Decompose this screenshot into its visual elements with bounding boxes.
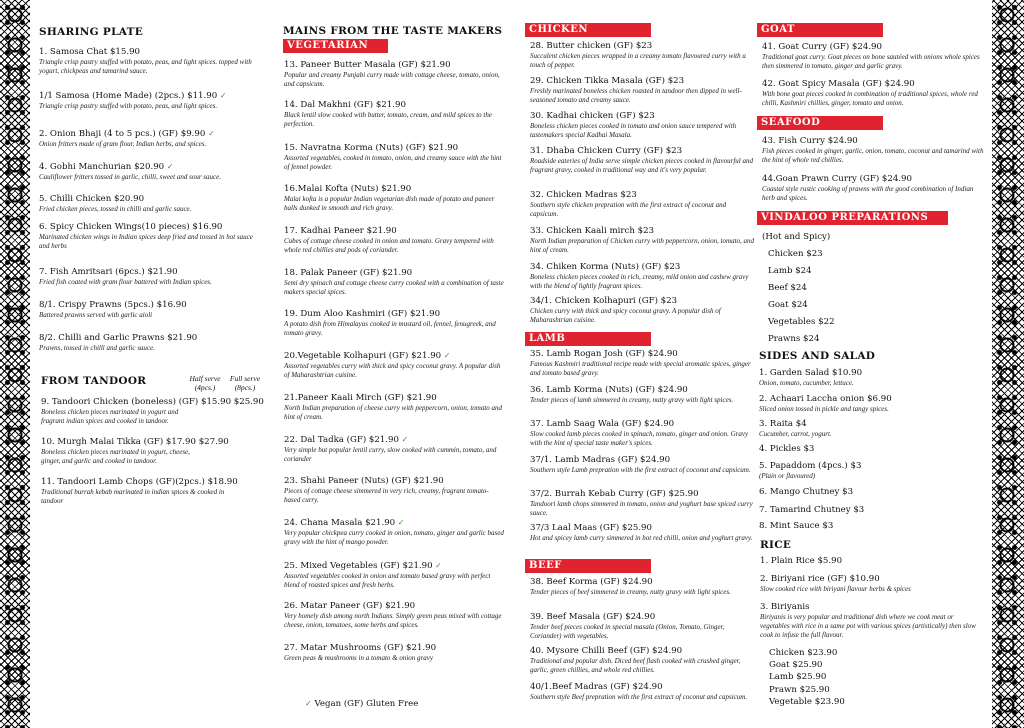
item-name: 30. Kadhai chicken (GF) $23 [530,111,655,121]
menu-item [284,143,504,172]
menu-item: 7. Fish Amritsari (6pcs.) $21.90 Fried fish coated with gram flour battered with Indian spices. [39,267,212,286]
item-description: Tender pieces of beef simmered in creamy, nutty gravy with light spices. [530,588,731,596]
item-name: 43. Fish Curry $24.90 [762,136,858,146]
item-name: 17. Kadhai Paneer $21.90 [284,226,397,236]
item-name: 19. Dum Aloo Kashmiri (GF) $21.90 [284,309,441,319]
left-mandala-border [0,0,30,728]
full-serve-label: Full serve (8pcs.) [229,374,261,392]
vindaloo-banner: VINDALOO PREPARATIONS [757,211,948,225]
menu-item [284,517,504,547]
item-name: 20.Vegetable Kolhapuri (GF) $21.90 [284,351,442,361]
menu-item [284,350,504,380]
item-description: Boneless chicken pieces cooked in tomato and onion sauce tempered with tastemakers special Kadhai Masala. [530,122,737,139]
item-description: Slow cooked lamb pieces cooked in spinach, tomato, ginger and onion. Gravy with the hint of special taste maker's spices. [530,430,749,447]
vegan-icon: ✓ [397,518,405,527]
vegetarian-banner: VEGETARIAN [283,39,388,53]
item-name: 35. Lamb Rogan Josh (GF) $24.90 [530,349,678,359]
legend-text: Vegan (GF) Gluten Free [314,699,419,709]
item-name: 29. Chicken Tikka Masala (GF) $23 [530,76,685,86]
item-description: Very homely dish among north Indians. Simply green peas mixed with cottage cheese, onion, tomatoes, some herbs and spices. [284,612,502,629]
item-name: 2. Biriyani rice (GF) $10.90 [760,574,880,584]
item-name: 26. Matar Paneer (GF) $21.90 [284,601,416,611]
menu-item [284,393,504,422]
item-description: Tender beef pieces cooked in special masala (Onion, Tomato, Ginger, Coriander) with vegetables. [530,623,725,640]
item-name: 6. Mango Chutney $3 [759,487,854,497]
item-description: Tandoori lamb chops simmered in tomato, onion and yoghurt base spiced curry sauce. [530,500,753,517]
menu-item: 11. Tandoori Lamb Chops (GF)(2pcs.) $18.90 Traditional burrah kebab marinated in indian spices & cooked in tandoor [41,477,238,505]
item-description: North Indian preparation of cheese curry with peppercorn, onion, tomato and hint of cream. [284,404,503,421]
item-name: 23. Shahi Paneer (Nuts) (GF) $21.90 [284,476,444,486]
item-description: Green peas & mushrooms in a tomato & onion gravy [284,654,433,662]
menu-item [530,577,755,597]
menu-item [760,556,982,567]
list-item: Goat $24 [768,300,808,310]
item-name: 40. Mysore Chilli Beef (GF) $24.90 [530,646,683,656]
item-name: 42. Goat Spicy Masala (GF) $24.90 [762,79,915,89]
menu-item [284,643,504,663]
item-name: 28. Butter chicken (GF) $23 [530,41,653,51]
vegan-icon: ✓ [305,699,312,708]
menu-item [530,349,755,378]
item-name: 36. Lamb Korma (Nuts) (GF) $24.90 [530,385,688,395]
item-name: 37/2. Burrah Kebab Curry (GF) $25.90 [530,489,699,499]
item-name: 34/1. Chicken Kolhapuri (GF) $23 [530,296,678,306]
vegan-icon: ✓ [219,91,227,100]
item-description: Popular and creamy Punjabi curry made with cottage cheese, tomato, onion, and capsicum. [284,71,500,88]
item-name: 41. Goat Curry (GF) $24.90 [762,42,882,52]
item-description: Cubes of cottage cheese cooked in onion and tomato. Gravy tempered with whole red chillies and pods of coriander. [284,237,494,254]
menu-item [530,41,755,70]
item-description: Traditional and popular dish. Diced beef flash cooked with crushed ginger, garlic, green chillies, and whole red chillies. [530,657,741,674]
menu-item: 9. Tandoori Chicken (boneless) (GF) $15.90 $25.90 Boneless chicken pieces marinated in yogurt and fragrant indian spices and cooked in tandoor. [41,397,264,425]
menu-item [530,146,755,175]
item-description: Succulent chicken pieces wrapped in a creamy tomato flavoured curry with a touch of pepper. [530,52,746,69]
item-description: Tender pieces of lamb simmered in creamy, nutty gravy with light spices. [530,396,734,404]
item-description: Famous Kashmiri traditional recipe made with special aromatic spices, ginger and tomato based gravy. [530,360,751,377]
menu-item: 1/1 Samosa (Home Made) (2pcs.) $11.90 ✓ Triangle crisp pastry stuffed with potato, peas, and light spices. [39,91,227,110]
item-name: 14. Dal Makhni (GF) $21.90 [284,100,406,110]
item-name: 2. Achaari Laccha onion $6.90 [759,394,892,404]
item-description: Pieces of cottage cheese simmered in very rich, creamy, fragrant tomato-based curry. [284,487,489,504]
item-name: 24. Chana Masala $21.90 [284,518,396,528]
item-description: Southern style chicken prepration with the first extract of coconut and capsicum. [530,201,727,218]
lamb-banner: LAMB [525,332,651,346]
item-description: Chicken curry with thick and spicy coconut gravy. A popular dish of Maharashtrian cuisine. [530,307,721,324]
menu-item [284,226,504,255]
item-name: 3. Biriyanis [760,602,810,612]
menu-item [284,476,504,505]
menu-item [530,489,755,518]
list-item: Chicken $23 [768,249,823,259]
menu-item [759,505,984,516]
list-item: Goat $25.90 [769,660,823,670]
item-description: Southern style Lamb prepration with the first extract of coconut and capsicum. [530,466,751,474]
item-description: Freshly marinated boneless chicken roasted in tandoor then dipped in well-seasoned tomato and creamy sauce. [530,87,742,104]
item-description: Biriyanis is very popular and traditional dish where we cook meat or vegetables with rice in a same pot with various spices (artistically) then slow cook to infuse the full flavour. [760,613,976,639]
item-description: Very popular chickpea curry cooked in onion, tomato, ginger and garlic based gravy with the hint of mango powder. [284,529,504,546]
item-description: Hot and spicey lamb curry simmered in hot red chilli, onion and yoghurt gravy. [530,534,753,542]
item-description: (Plain or flavoured) [759,472,816,480]
from-tandoor-title: FROM TANDOOR [41,375,147,387]
menu-item [530,455,755,475]
menu-item [759,368,984,388]
menu-item: 4. Gobhi Manchurian $20.90 ✓ Cauliflower fritters tossed in garlic, chilli, sweet and sour sauce. [39,162,221,181]
item-description: Cucumber, carrot, yogurt. [759,430,832,438]
menu-item [284,184,504,213]
item-name: 13. Paneer Butter Masala (GF) $21.90 [284,60,451,70]
item-description: Sliced onion tossed in pickle and tangy spices. [759,405,889,413]
item-description: Assorted vegetables curry with thick and spicy coconut gravy. A popular dish of Maharashtrian cuisine. [284,362,501,379]
menu-item: 8/2. Chilli and Garlic Prawns $21.90 Prawns, tossed in chilli and garlic sauce. [39,333,198,352]
item-name: 31. Dhaba Chicken Curry (GF) $23 [530,146,683,156]
item-description: Assorted vegetables, cooked in tomato, onion, and creamy sauce with the hint of fennel powder. [284,154,502,171]
item-name: 5. Papaddom (4pcs.) $3 [759,461,862,471]
vindaloo-note: (Hot and Spicy) [762,232,831,242]
sharing-plate-title: SHARING PLATE [39,26,144,38]
item-description: Roadside eateries of India serve simple chicken pieces cooked in flavourful and fragrant gravy, cooked in traditional way and it's very popular. [530,157,753,174]
item-name: 37. Lamb Saag Wala (GF) $24.90 [530,419,675,429]
menu-item [530,612,755,641]
vegan-icon: ✓ [435,561,442,570]
seafood-banner: SEAFOOD [757,116,883,130]
menu-item [759,461,984,481]
legend [305,699,418,709]
item-name: 33. Chicken Kaali mirch $23 [530,226,655,236]
menu-item [762,136,987,165]
mains-title: MAINS FROM THE TASTE MAKERS [283,25,503,37]
menu-item [760,602,982,640]
list-item: Vegetables $22 [768,317,835,327]
menu-item [762,174,987,203]
menu-item [759,419,984,439]
item-name: 21.Paneer Kaali Mirch (GF) $21.90 [284,393,437,403]
menu-item [759,487,984,498]
menu-item: 2. Onion Bhaji (4 to 5 pcs.) (GF) $9.90 ✓ Onion fritters made of gram flour, Indian herbs, and spices. [39,129,215,148]
item-name: 18. Palak Paneer (GF) $21.90 [284,268,413,278]
item-name: 32. Chicken Madras $23 [530,190,637,200]
item-description: Onion, tomato, cucumber, lettuce. [759,379,854,387]
item-name: 15. Navratna Korma (Nuts) (GF) $21.90 [284,143,459,153]
item-name: 44.Goan Prawn Curry (GF) $24.90 [762,174,912,184]
menu-item [530,226,755,255]
rice-title: RICE [760,539,792,551]
item-name: 3. Raita $4 [759,419,807,429]
list-item: Lamb $24 [768,266,812,276]
menu-item [760,574,982,594]
item-description: With bone goat pieces cooked in combination of traditional spices, whole red chilli, Kashmiri chillies, ginger, tomato and onion. [762,90,978,107]
item-description: Malai kofta is a popular Indian vegetarian dish made of potato and paneer balls dunked in smooth and rich gravy. [284,195,495,212]
menu-item [530,646,755,675]
menu-item [284,601,504,630]
menu-item [284,100,504,129]
item-name: 7. Tamarind Chutney $3 [759,505,865,515]
menu-item [530,190,755,219]
list-item: Chicken $23.90 [769,648,838,658]
menu-item [284,560,504,590]
menu-item: 8/1. Crispy Prawns (5pcs.) $16.90 Battered prawns served with garlic aioli [39,300,187,319]
item-description: A potato dish from Himalayas cooked in mustard oil, fennel, fenugreek, and tomato gravy. [284,320,496,337]
beef-banner: BEEF [525,559,651,573]
item-name: 16.Malai Kofta (Nuts) $21.90 [284,184,412,194]
item-name: 37/1. Lamb Madras (GF) $24.90 [530,455,671,465]
list-item: Prawn $25.90 [769,685,830,695]
menu-item [759,394,984,414]
menu-item: 5. Chilli Chicken $20.90 Fried chicken pieces, tossed in chilli and garlic sauce. [39,194,192,213]
item-description: Traditional goat curry. Goat pieces on bone sautéed with onions whole spices then simmered in tomato, ginger and garlic gravy. [762,53,980,70]
sides-title: SIDES AND SALAD [759,350,876,362]
item-description: Very simple but popular lentil curry, slow cooked with cummin, tomato, and coriander [284,446,497,463]
menu-item [284,309,504,338]
vegan-icon: ✓ [443,351,451,360]
item-description: Assorted vegetables cooked in onion and tomato based gravy with perfect blend of roasted spices and fresh herbs. [284,572,491,589]
item-name: 25. Mixed Vegetables (GF) $21.90 [284,561,433,571]
item-name: 1. Garden Salad $10.90 [759,368,863,378]
item-description: Southern style Beef prepration with the first extract of coconut and capsicum. [530,693,748,701]
item-name: 27. Matar Mushrooms (GF) $21.90 [284,643,437,653]
item-description: Coastal style rustic cooking of prawns with the good combination of Indian herb and spices. [762,185,974,202]
item-description: Semi dry spinach and cottage cheese curry cooked with a combination of taste makers special spices. [284,279,504,296]
list-item: Lamb $25.90 [769,672,827,682]
item-name: 38. Beef Korma (GF) $24.90 [530,577,653,587]
goat-banner: GOAT [757,23,883,37]
vegan-icon: ✓ [401,435,409,444]
right-mandala-border [992,0,1024,728]
menu-item: 10. Murgh Malai Tikka (GF) $17.90 $27.90 Boneless chicken pieces marinated in yogurt, cheese, ginger, and garlic and cooked in tandoor. [41,437,229,465]
menu-item [530,296,755,325]
menu-item [762,79,987,108]
vegan-icon: ✓ [166,162,174,171]
menu-item: 1. Samosa Chat $15.90 Triangle crisp pastry stuffed with potato, peas, and light spices. topped with yogurt, chickpeas and tamarind sauce. [39,47,252,75]
menu-item [530,262,755,291]
menu-item [530,419,755,448]
item-name: 39. Beef Masala (GF) $24.90 [530,612,656,622]
menu-item [759,444,984,455]
item-description: Fish pieces cooked in ginger, garlic, onion, tomato, coconut and tamarind with the hint of whole red chillies. [762,147,984,164]
item-name: 1. Plain Rice $5.90 [760,556,843,566]
menu-item [284,60,504,89]
menu-item: 6. Spicy Chicken Wings(10 pieces) $16.90 Marinated chicken wings in Indian spices deep fried and tossed in hot sauce and herbs [39,222,253,250]
list-item: Beef $24 [768,283,807,293]
menu-item [530,523,755,543]
menu-item [530,111,755,140]
menu-item [530,385,755,405]
item-description: Boneless chicken pieces cooked in rich, creamy, mild onion and cashew gravy with the blend of lightly fragrant spices. [530,273,749,290]
item-name: 34. Chiken Korma (Nuts) (GF) $23 [530,262,681,272]
item-name: 40/1.Beef Madras (GF) $24.90 [530,682,663,692]
item-name: 37/3 Laal Maas (GF) $25.90 [530,523,652,533]
menu-item [530,682,755,702]
menu-item [759,521,984,532]
item-description: Black lentil slow cooked with butter, tomato, cream, and mild spices to the perfection. [284,111,492,128]
item-name: 8. Mint Sauce $3 [759,521,834,531]
half-serve-label: Half serve (4pcs.) [189,374,221,392]
vegan-icon: ✓ [208,129,215,138]
item-name: 4. Pickles $3 [759,444,815,454]
chicken-banner: CHICKEN [525,23,651,37]
list-item: Prawns $24 [768,334,820,344]
menu-item [284,268,504,297]
item-name: 22. Dal Tadka (GF) $21.90 [284,435,399,445]
item-description: Slow cooked rice with biriyani flavour herbs & spices [760,585,911,593]
list-item: Vegetable $23.90 [769,697,845,707]
menu-item [762,42,987,71]
menu-item [284,434,504,464]
menu-item [530,76,755,105]
item-description: North Indian preparation of Chicken curry with peppercorn, onion, tomato, and hint of cream. [530,237,755,254]
